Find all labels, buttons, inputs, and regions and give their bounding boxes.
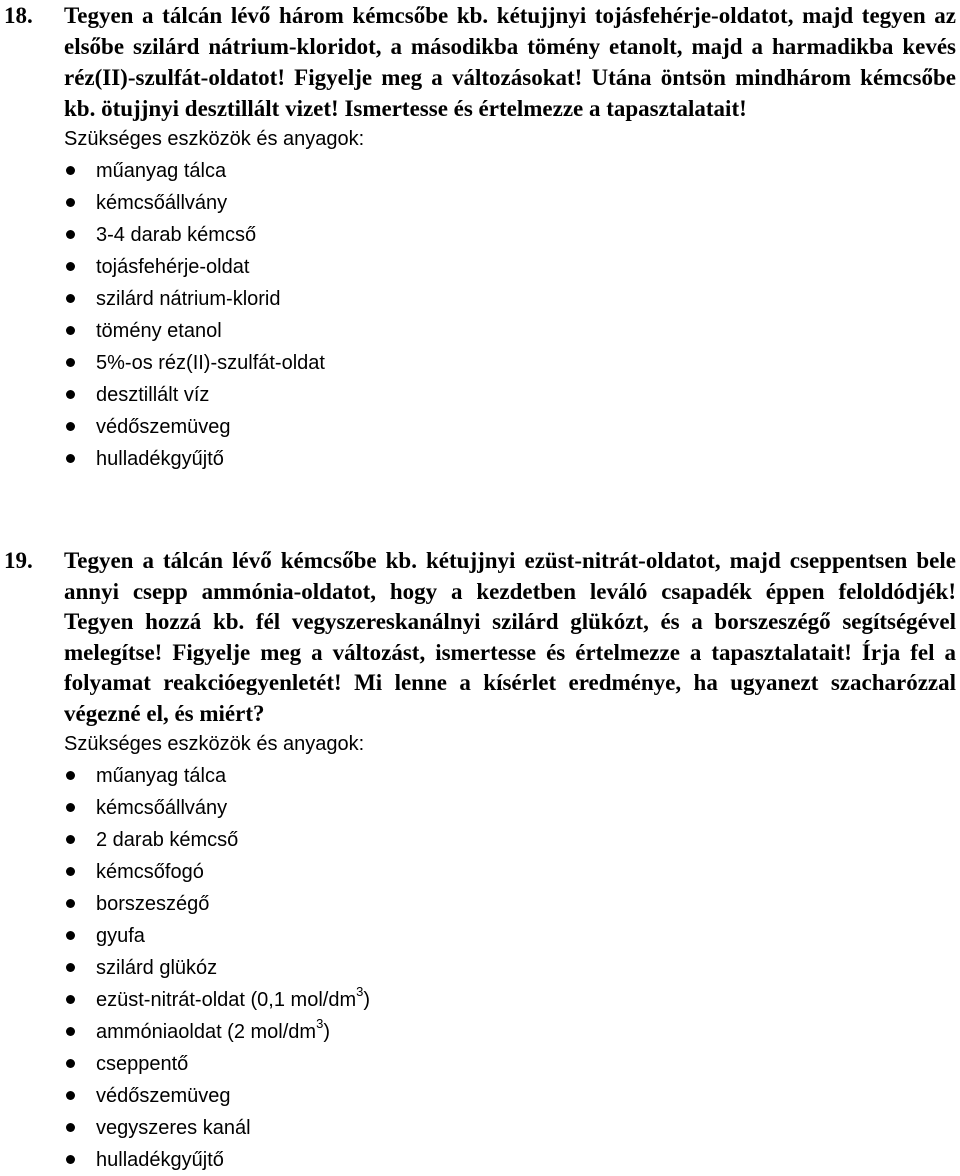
bullet-icon: [66, 390, 75, 399]
list-item: [0, 1016, 956, 1048]
bullet-icon: [66, 230, 75, 239]
list-item: [0, 315, 956, 347]
material-label: hulladékgyűjtő: [96, 1149, 224, 1171]
task-18-number: 18.: [4, 3, 33, 28]
task-18-instructions: [0, 0, 956, 124]
superscript: 3: [356, 984, 364, 1000]
task-19: [0, 546, 956, 1176]
bullet-icon: [66, 867, 75, 876]
bullet-icon: [66, 166, 75, 175]
material-label: védőszemüveg: [96, 416, 231, 438]
bullet-icon: [66, 326, 75, 335]
list-item: [0, 283, 956, 315]
bullet-icon: [66, 963, 75, 972]
material-label: műanyag tálca: [96, 765, 227, 787]
material-label: műanyag tálca: [96, 160, 227, 182]
material-label: 3-4 darab kémcső: [96, 224, 257, 246]
closing-paren: ): [323, 1021, 330, 1043]
list-item: [0, 952, 956, 984]
list-item: [0, 347, 956, 379]
list-item: [0, 856, 956, 888]
closing-paren: ): [363, 989, 371, 1011]
material-label: cseppentő: [96, 1053, 189, 1075]
list-item: [0, 1080, 956, 1112]
bullet-icon: [66, 198, 75, 207]
material-label: tojásfehérje-oldat: [96, 256, 250, 278]
list-item: [0, 411, 956, 443]
bullet-icon: [66, 899, 75, 908]
material-label: desztillált víz: [96, 384, 210, 406]
bullet-icon: [66, 294, 75, 303]
material-label: hulladékgyűjtő: [96, 448, 224, 470]
bullet-icon: [66, 803, 75, 812]
list-item: [0, 760, 956, 792]
list-item: [0, 888, 956, 920]
task-18-materials-title: Szükséges eszközök és anyagok:: [64, 128, 365, 150]
bullet-icon: [66, 454, 75, 463]
task-19-materials-title: Szükséges eszközök és anyagok:: [64, 733, 365, 755]
bullet-icon: [66, 1027, 75, 1036]
task-18: [0, 0, 956, 475]
material-label: gyufa: [96, 925, 145, 947]
task-19-materials-list: [0, 760, 956, 1176]
task-19-number: 19.: [4, 548, 33, 573]
list-item: [0, 984, 956, 1016]
list-item: [0, 187, 956, 219]
material-label: vegyszeres kanál: [96, 1117, 251, 1139]
list-item: [0, 251, 956, 283]
bullet-icon: [66, 835, 75, 844]
superscript: 3: [316, 1016, 324, 1032]
bullet-icon: [66, 1059, 75, 1068]
task-19-instructions: [0, 546, 956, 729]
bullet-icon: [66, 771, 75, 780]
task-18-materials-list: [0, 155, 956, 475]
list-item: [0, 1112, 956, 1144]
material-label: szilárd nátrium-klorid: [96, 288, 281, 310]
material-label: ammóniaoldat (2 mol/dm: [96, 1021, 317, 1043]
list-item: [0, 824, 956, 856]
bullet-icon: [66, 422, 75, 431]
material-label: borszeszégő: [96, 893, 210, 915]
material-label: kémcsőállvány: [96, 797, 228, 819]
material-label: 2 darab kémcső: [96, 829, 239, 851]
list-item: [0, 1048, 956, 1080]
bullet-icon: [66, 1155, 75, 1164]
bullet-icon: [66, 931, 75, 940]
bullet-icon: [66, 995, 75, 1004]
list-item: [0, 379, 956, 411]
list-item: [0, 792, 956, 824]
list-item: [0, 443, 956, 475]
task-18-text: Tegyen a tálcán lévő három kémcsőbe kb. kétujjnyi tojásfehérje-oldatot, majd tegyen az elsőbe szilárd nátrium-kloridot, a másodikba tömény etanolt, majd a harmadikba kevés réz(II)-szulfát-oldatot! Figyelje meg a változásokat! Utána öntsön mindhárom kémcsőbe kb. ötujjnyi desztillált vizet! Ismertesse és értelmezze a tapasztalatait!: [64, 3, 956, 121]
material-label: ezüst-nitrát-oldat (0,1 mol/dm: [96, 989, 357, 1011]
bullet-icon: [66, 262, 75, 271]
list-item: [0, 219, 956, 251]
task-19-text: Tegyen a tálcán lévő kémcsőbe kb. kétujjnyi ezüst-nitrát-oldatot, majd cseppentsen bele annyi csepp ammónia-oldatot, hogy a kezdetben leváló csapadék éppen feloldódjék! Tegyen hozzá kb. fél vegyszereskanálnyi szilárd glükózt, és a borszeszégő segítségével melegítse! Figyelje meg a változást, ismertesse és értelmezze a tapasztalatait! Írja fel a folyamat reakcióegyenletét! Mi lenne a kísérlet eredménye, ha ugyanezt szacharózzal végezné el, és miért?: [64, 548, 956, 726]
material-label: kémcsőfogó: [96, 861, 204, 883]
material-label: kémcsőállvány: [96, 192, 228, 214]
list-item: [0, 920, 956, 952]
list-item: [0, 155, 956, 187]
material-label: védőszemüveg: [96, 1085, 231, 1107]
list-item: [0, 1144, 956, 1176]
bullet-icon: [66, 1091, 75, 1100]
material-label: 5%-os réz(II)-szulfát-oldat: [96, 352, 325, 374]
material-label: szilárd glükóz: [96, 957, 218, 979]
bullet-icon: [66, 358, 75, 367]
material-label: tömény etanol: [96, 320, 222, 342]
bullet-icon: [66, 1123, 75, 1132]
